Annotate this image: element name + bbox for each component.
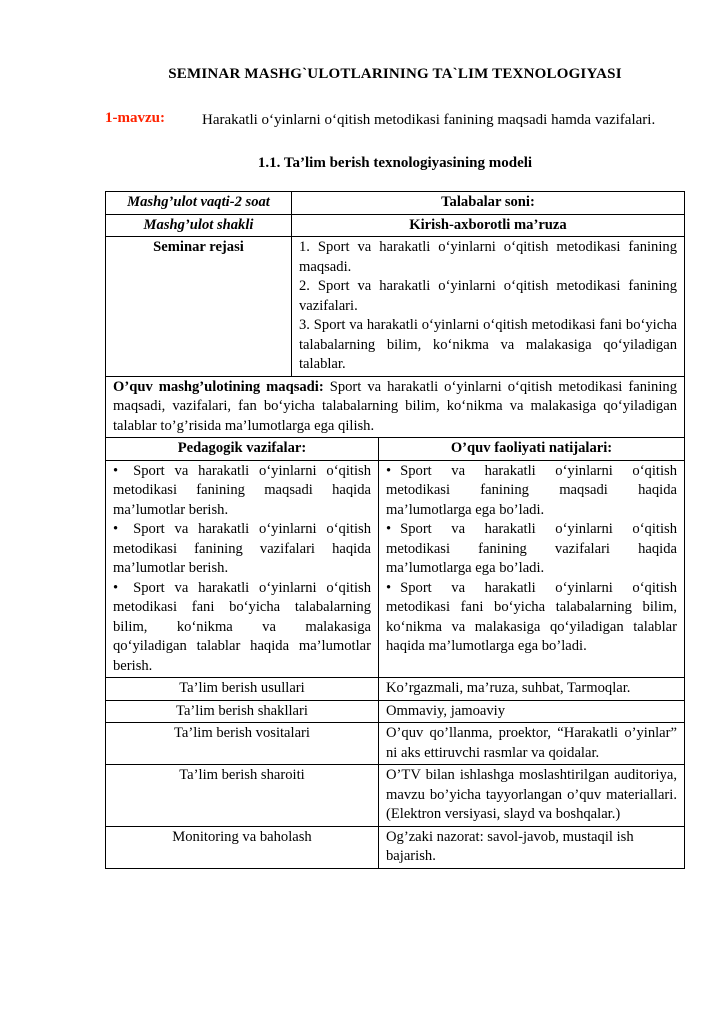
table-row-bullet-lists — [106, 460, 684, 678]
cell-session-form-value: Kirish-axborotli ma’ruza — [291, 215, 684, 237]
table-row-seminar-plan — [106, 236, 684, 376]
bullet-icon: • — [386, 579, 392, 596]
table-row-goal — [106, 376, 684, 438]
header-natijalar: O’quv faoliyati natijalari: — [378, 438, 684, 460]
cell-seminar-plan-items — [291, 237, 684, 376]
page-title: SEMINAR MASHG`ULOTLARINING TA`LIM TEXNOLOGIYASI — [168, 66, 622, 82]
cell-sharoiti-label: Ta’lim berish sharoiti — [179, 767, 305, 783]
cell-usullari-value: Ko’rgazmali, ma’ruza, suhbat, Tarmoqlar. — [378, 678, 684, 700]
pedagogik-item-3 — [113, 579, 371, 677]
bullet-icon: • — [113, 579, 119, 596]
cell-student-count: Talabalar soni: — [291, 192, 684, 214]
cell-seminar-plan-label: Seminar rejasi — [153, 239, 244, 255]
cell-session-form-label: Mashg’ulot shakli — [143, 216, 254, 233]
plan-item-2: 2. Sport va harakatli o‘yinlarni o‘qitish metodikasi fanining vazifalari. — [299, 278, 677, 314]
topic-block — [105, 110, 685, 130]
natijalar-item-1-text: Sport va harakatli o‘yinlarni o‘qitish metodikasi fanining maqsadi haqida ma’lumotlarga ega bo’ladi. — [386, 462, 677, 518]
cell-shakllari-value: Ommaviy, jamoaviy — [378, 701, 684, 723]
natijalar-item-3-text: Sport va harakatli o‘yinlarni o‘qitish metodikasi fani bo‘yicha talabalarning bilim, ko‘nikma va malakasiga qo‘yiladigan talablar haqida ma’lumotlarga ega bo’ladi. — [386, 579, 677, 654]
natijalar-item-2 — [386, 520, 677, 579]
topic-label: 1-mavzu: — [105, 110, 165, 126]
bullet-icon: • — [113, 462, 119, 479]
table-row-usullari — [106, 677, 684, 700]
cell-shakllari-label: Ta’lim berish shakllari — [176, 702, 308, 719]
pedagogik-item-2 — [113, 520, 371, 579]
bullet-icon: • — [386, 462, 392, 479]
header-pedagogik: Pedagogik vazifalar: — [177, 440, 307, 456]
table-row-session-time — [106, 192, 684, 214]
cell-pedagogik-list — [106, 461, 378, 678]
cell-goal — [106, 377, 684, 438]
natijalar-item-1 — [386, 462, 677, 521]
cell-session-time-label: Mashg’ulot vaqti-2 soat — [127, 194, 270, 210]
pedagogik-item-3-text: Sport va harakatli o‘yinlarni o‘qitish metodikasi fani bo‘yicha talabalarning bilim, ko‘nikma va malakasiga qo‘yiladigan talablar haqida ma’lumotlar berish. — [113, 579, 371, 674]
bullet-icon: • — [113, 521, 119, 537]
natijalar-item-2-text: Sport va harakatli o‘yinlarni o‘qitish metodikasi fanining vazifalari haqida ma’lumotlarga ega bo’ladi. — [386, 521, 677, 576]
model-table — [105, 191, 685, 869]
pedagogik-item-2-text: Sport va harakatli o‘yinlarni o‘qitish metodikasi fanining vazifalari haqida ma’lumotlar berish. — [113, 521, 371, 576]
cell-monitoring-label: Monitoring va baholash — [172, 828, 312, 845]
cell-vositalari-label: Ta’lim berish vositalari — [174, 725, 310, 741]
bullet-icon: • — [386, 521, 392, 537]
table-row-monitoring — [106, 826, 684, 868]
table-row-session-form — [106, 214, 684, 237]
table-row-sharoiti — [106, 764, 684, 826]
cell-monitoring-value: Og’zaki nazorat: savol-javob, mustaqil ish bajarish. — [378, 827, 684, 868]
pedagogik-item-1-text: Sport va harakatli o‘yinlarni o‘qitish metodikasi fanining maqsadi haqida ma’lumotlar berish. — [113, 462, 371, 518]
plan-item-1: 1. Sport va harakatli o‘yinlarni o‘qitish metodikasi fanining maqsadi. — [299, 239, 677, 275]
table-row-column-headers — [106, 437, 684, 460]
table-row-shakllari — [106, 700, 684, 723]
goal-text: Sport va harakatli o‘yinlarni o‘qitish metodikasi fanining maqsadi, vazifalari, fan bo‘yicha talabalarning bilim, ko‘nikma va malakasiga qo‘yiladigan talablar to’g’risida ma’lumotlarga ega qilish. — [113, 378, 677, 434]
cell-vositalari-value: O’quv qo’llanma, proektor, “Harakatli o’yinlar” ni aks ettiruvchi rasmlar va qoidalar. — [378, 723, 684, 764]
natijalar-item-3 — [386, 579, 677, 657]
section-subtitle: 1.1. Ta’lim berish texnologiyasining modeli — [257, 155, 533, 171]
cell-usullari-label: Ta’lim berish usullari — [179, 680, 305, 696]
table-row-vositalari — [106, 722, 684, 764]
cell-sharoiti-value: O’TV bilan ishlashga moslashtirilgan auditoriya, mavzu bo’yicha tayyorlangan o’quv materiallari. (Elektron versiyasi, slayd va boshqalar.) — [378, 765, 684, 826]
cell-natijalar-list — [378, 461, 684, 678]
topic-text: Harakatli o‘yinlarni o‘qitish metodikasi fanining maqsadi hamda vazifalari. — [202, 112, 656, 128]
goal-label: O’quv mashg’ulotining maqsadi: — [113, 378, 324, 395]
plan-item-3: 3. Sport va harakatli o‘yinlarni o‘qitish metodikasi fani bo‘yicha talabalarning bilim, ko‘nikma va malakasiga qo‘yiladigan talablar. — [299, 317, 677, 372]
pedagogik-item-1 — [113, 462, 371, 521]
